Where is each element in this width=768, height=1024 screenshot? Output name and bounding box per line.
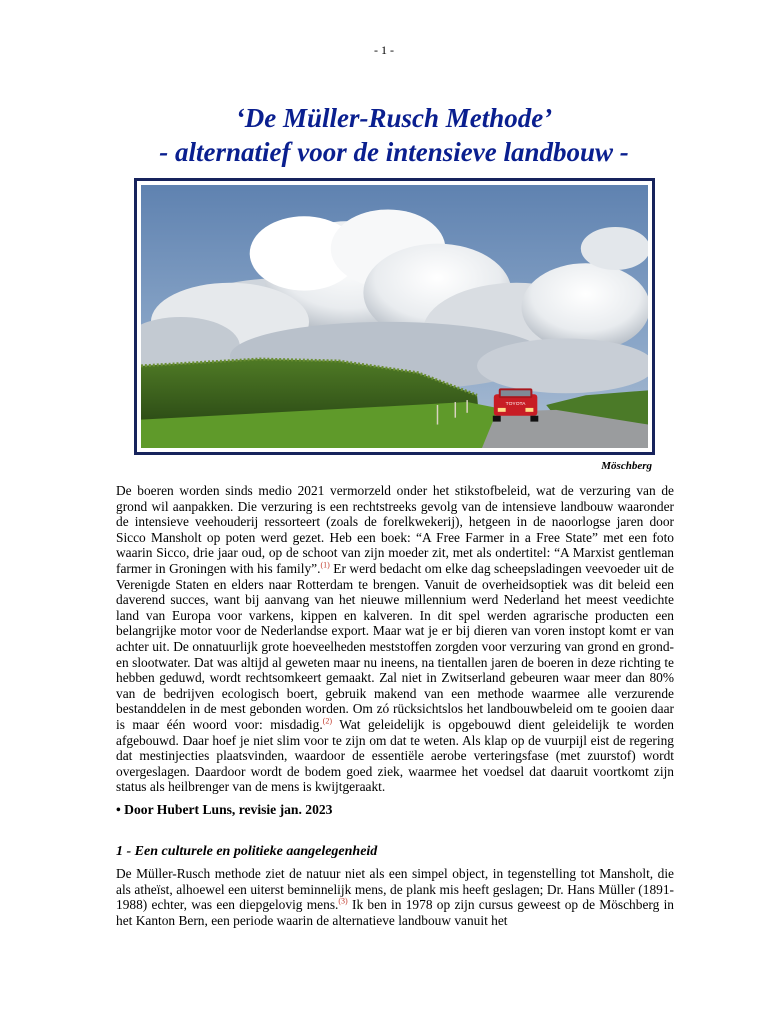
intro-paragraph — [116, 483, 674, 795]
page-number: - 1 - — [374, 43, 394, 57]
section-text-2: Ik ben in 1978 op zijn cursus geweest op de Möschberg in het Kanton Bern, een periode waarin de alternatieve landbouw vanuit het — [116, 897, 674, 928]
section-heading: 1 - Een culturele en politieke aangelegenheid — [116, 844, 378, 859]
footnote-ref-2[interactable]: (2) — [322, 716, 332, 726]
intro-text-1: De boeren worden sinds medio 2021 vermorzeld onder het stikstofbeleid, wat de verzuring van de grond wil aanpakken. Die verzuring is een rechtstreeks gevolg van de intensieve landbouw waaronder de intensieve veehouderij ressorteert (zoals de forelkwekerij), hetgeen in de naoorlogse jaren door Sicco Mansholt op poten werd gezet. Heb een boek: “A Free Farmer in a Free State” met een foto waarin Sicco, drie jaar oud, op de schoot van zijn moeder zit, met als ondertitel: “A Marxist gentleman farmer in Groningen with his family”. — [116, 483, 674, 576]
footnote-ref-3[interactable]: (3) — [338, 896, 348, 906]
author-byline: • Door Hubert Luns, revisie jan. 2023 — [116, 802, 333, 817]
section-text-1: De Müller-Rusch methode ziet de natuur niet als een simpel object, in tegenstelling tot Mansholt, die als atheïst, alhoewel een uiterst beminnelijk mens, de plank mis heeft geslagen; Dr. Hans Müller (1891-1988) echter, was een diepgelovig mens. — [116, 866, 674, 913]
document-subtitle: - alternatief voor de intensieve landbouw - — [159, 137, 629, 167]
intro-text-3: Wat geleidelijk is opgebouwd dient geleidelijk te worden afgebouwd. Daar hoef je niet slim voor te zijn om dat te weten. Als klap op de vuurpijl eist de regering dat mestinjecties plaatsvinden, waardoor de essentiële aerobe verteringsfase (met zuurstof) wordt overgeslagen. Daardoor wordt de bodem goed ziek, waarmee het voedsel dat daaruit voortkomt zijn status als heilbrenger van de mens is kwijtgeraakt. — [116, 716, 674, 795]
section-paragraph — [116, 866, 674, 928]
landscape-photo — [134, 178, 655, 455]
intro-text-2: Er werd bedacht om elke dag scheepsladingen veevoeder uit de Verenigde Staten en elders naar Rotterdam te brengen. Vanuit de overheidsoptiek was dit beleid een daverend succes, want bij aanvang van het nieuwe millennium werd Nederland het meest veedichte land van Europa voor varkens, kippen en kalveren. In dit spel werden agrarische producten een belangrijke motor voor de Nederlandse export. Maar wat je er bij dieren van voren instopt komt er van achter uit. De onnatuurlijk grote hoeveelheden meststoffen zorgden voor verzuring van grond en grond- en slootwater. Dat was altijd al geweten maar nu ineens, na tientallen jaren de boeren in deze richting te hebben geduwd, wordt rechtsomkeert gemaakt. Zal niet in Zwitserland gebeuren waar meer dan 80% van de bedrijven ecologisch boert, gebruik makend van een methode waarmee alle verzurende bestanddelen in de mest gebonden worden. Om zó rücksichtslos het landbouwbeleid om te gooien daar is maar één woord voor: misdadig. — [116, 560, 674, 732]
document-title: ‘De Müller-Rusch Methode’ — [235, 103, 553, 133]
photo-illustration — [141, 185, 648, 448]
footnote-ref-1[interactable]: (1) — [320, 560, 330, 570]
photo-caption: Möschberg — [601, 460, 652, 472]
truck-plate: TOYOTA — [505, 401, 526, 407]
